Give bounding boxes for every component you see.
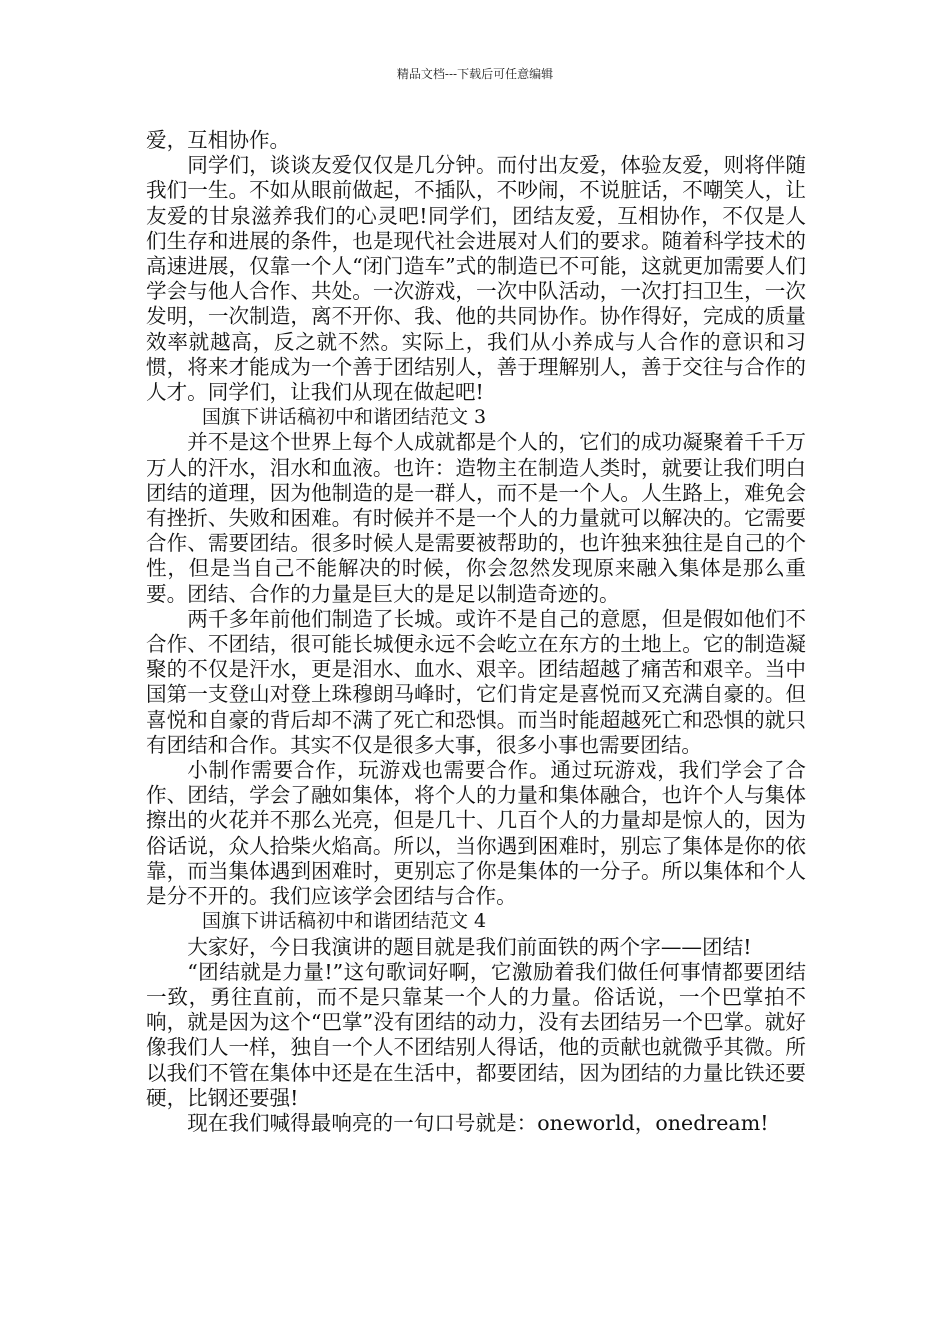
paragraph: 大家好，今日我演讲的题目就是我们前面铁的两个字——团结! xyxy=(187,934,752,959)
page-header: 精品文档---下载后可任意编辑 xyxy=(396,67,554,81)
paragraph: 爱，互相协作。 xyxy=(146,128,291,152)
paragraph: 并不是这个世界上每个人成就都是个人的，它们的成功凝聚着千千万万人的汗水，泪水和血液。也许：造物主在制造人类时，就要让我们明白团结的道理，因为他制造的是一群人，而不是一个人。人生路上，难免会有挫折、失败和困难。有时候并不是一个人的力量就可以解决的。它需要合作、需要团结。很多时候人是需要被帮助的，也许独来独往是自己的个性，但是当自己不能解决的时候，你会忽然发现原来融入集体是那么重要。团结、合作的力量是巨大的是足以制造奇迹的。 xyxy=(146,430,806,606)
document-body xyxy=(146,128,806,1136)
paragraph: 小制作需要合作，玩游戏也需要合作。通过玩游戏，我们学会了合作、团结，学会了融如集体，将个人的力量和集体融合，也许个人与集体擦出的火花并不那么光亮，但是几十、几百个人的力量却是惊人的，因为俗话说，众人拾柴火焰高。所以，当你遇到困难时，别忘了集体是你的依靠，而当集体遇到困难时，更别忘了你是集体的一分子。所以集体和个人是分不开的。我们应该学会团结与合作。 xyxy=(146,758,806,909)
paragraph: 两千多年前他们制造了长城。或许不是自己的意愿，但是假如他们不合作、不团结，很可能长城便永远不会屹立在东方的土地上。它的制造凝聚的不仅是汗水，更是泪水、血水、艰辛。团结超越了痛苦和艰辛。当中国第一支登山对登上珠穆朗马峰时，它们肯定是喜悦而又充满自豪的。但喜悦和自豪的背后却不满了死亡和恐惧。而当时能超越死亡和恐惧的就只有团结和合作。其实不仅是很多大事，很多小事也需要团结。 xyxy=(146,606,806,757)
section-heading: 国旗下讲话稿初中和谐团结范文 4 xyxy=(202,910,487,933)
paragraph: “团结就是力量!”这句歌词好啊，它激励着我们做任何事情都要团结一致，勇往直前，而不是只靠某一个人的力量。俗话说，一个巴掌拍不响，就是因为这个“巴掌”没有团结的动力，没有去团结另一个巴掌。就好像我们人一样，独自一个人不团结别人得话，他的贡献也就微乎其微。所以我们不管在集体中还是在生活中，都要团结，因为团结的力量比铁还要硬，比钢还要强! xyxy=(146,959,806,1110)
paragraph: 同学们，谈谈友爱仅仅是几分钟。而付出友爱，体验友爱，则将伴随我们一生。不如从眼前做起，不插队，不吵闹，不说脏话，不嘲笑人，让友爱的甘泉滋养我们的心灵吧!同学们，团结友爱，互相协作，不仅是人们生存和进展的条件，也是现代社会进展对人们的要求。随着科学技术的高速进展，仅靠一个人“闭门造车”式的制造已不可能，这就更加需要人们学会与他人合作、共处。一次游戏，一次中队活动，一次打扫卫生，一次发明，一次制造，离不开你、我、他的共同协作。协作得好，完成的质量效率就越高，反之就不然。实际上，我们从小养成与人合作的意识和习惯，将来才能成为一个善于团结别人，善于理解别人，善于交往与合作的人才。同学们，让我们从现在做起吧! xyxy=(146,153,806,405)
paragraph: 现在我们喊得最响亮的一句口号就是：oneworld，onedream! xyxy=(187,1110,769,1135)
section-heading: 国旗下讲话稿初中和谐团结范文 3 xyxy=(202,406,487,429)
